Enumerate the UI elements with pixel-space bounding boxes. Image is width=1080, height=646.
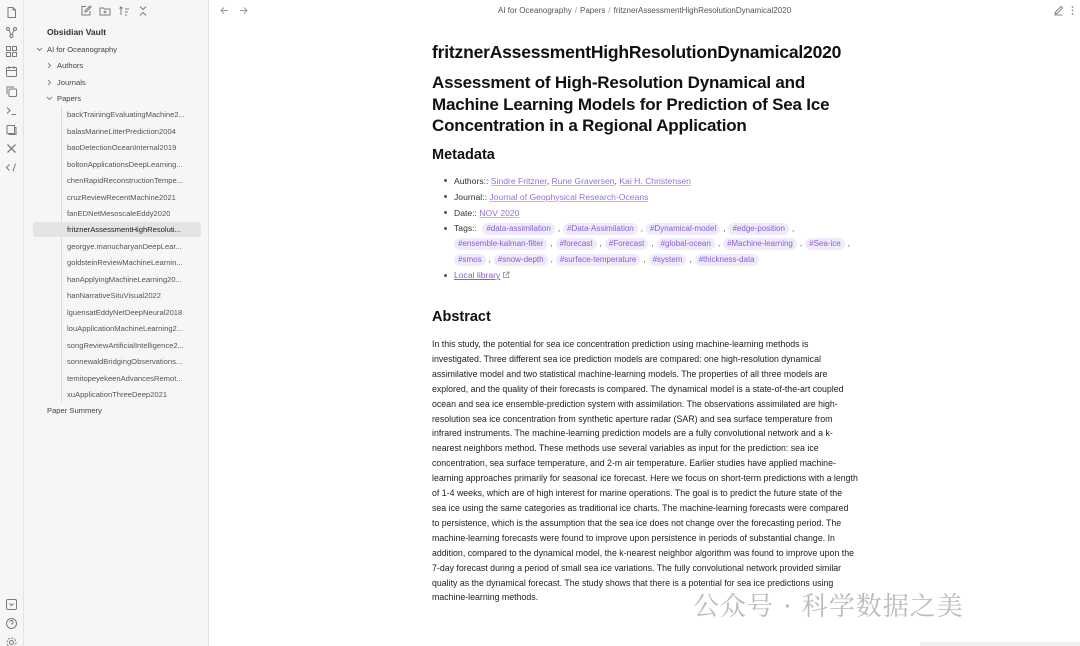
breadcrumb-subfolder[interactable]: Papers: [580, 6, 606, 15]
note-content: [432, 40, 862, 605]
copy-icon[interactable]: [5, 85, 18, 98]
explorer-toolbar: [80, 5, 149, 17]
folder-journals[interactable]: [45, 75, 86, 89]
tag[interactable]: #thickness-data: [695, 254, 759, 266]
tags-label: Tags::: [454, 222, 477, 233]
file-item[interactable]: cruzReviewRecentMachine2021: [67, 193, 176, 202]
tag-separator: ,: [651, 239, 654, 248]
chevron-right-icon: [45, 61, 54, 70]
folder-label: AI for Oceanography: [47, 44, 118, 54]
authors-label: Authors::: [454, 175, 489, 186]
breadcrumb-folder[interactable]: AI for Oceanography: [497, 6, 572, 15]
file-explorer: [24, 0, 209, 646]
file-item[interactable]: hanApplyingMachineLearning20...: [67, 275, 182, 284]
file-item[interactable]: fanEDNetMesoscaleEddy2020: [67, 209, 171, 218]
date-link[interactable]: NOV 2020: [479, 207, 520, 218]
tag[interactable]: #ensemble-kalman-filter: [454, 238, 547, 250]
ribbon: [0, 0, 24, 646]
author-link[interactable]: Rune Graversen: [551, 175, 615, 186]
folder-ai-for-oceanography[interactable]: [35, 42, 117, 56]
file-label: Paper Summery: [47, 405, 102, 415]
file-item[interactable]: georgye.manucharyanDeepLear...: [67, 242, 182, 251]
status-bar-edge: [920, 642, 1080, 646]
tag-separator: ,: [791, 223, 795, 233]
tag-separator: ,: [643, 254, 646, 264]
authors-item: Authors:: Sindre Fritzner, Rune Graversen, Kai H. Christensen: [444, 173, 862, 189]
abstract-heading: Abstract: [432, 309, 491, 325]
tag[interactable]: #Machine-learning: [723, 238, 797, 250]
chevron-down-icon: [35, 45, 44, 54]
external-link-icon: [502, 271, 510, 279]
file-item[interactable]: balasMarineLitterPrediction2004: [67, 127, 176, 136]
chevron-down-icon: [45, 94, 54, 103]
author-link[interactable]: Kai H. Christensen: [619, 175, 691, 186]
breadcrumb-file[interactable]: fritznerAssessmentHighResolutionDynamical2020: [613, 6, 792, 15]
file-item[interactable]: goldsteinReviewMachineLearnin...: [67, 258, 183, 267]
paper-title-heading: Assessment of High-Resolution Dynamical and Machine Learning Models for Prediction of Sea Ice Concentration in a Regional Application: [432, 73, 830, 135]
tag[interactable]: #data-assimilation: [482, 223, 554, 235]
terminal-icon[interactable]: [5, 104, 18, 117]
folder-label: Papers: [57, 93, 82, 103]
file-item[interactable]: backTrainingEvaluatingMachine2...: [67, 110, 185, 119]
journal-label: Journal::: [454, 191, 487, 202]
editor-pane: [209, 0, 1080, 646]
journal-link[interactable]: Journal of Geophysical Research-Oceans: [489, 191, 649, 202]
graph-icon[interactable]: [5, 26, 18, 39]
tag-separator: ,: [799, 239, 803, 248]
watermark: 公众号 · 科学数据之美: [693, 592, 964, 622]
folder-label: Journals: [57, 77, 86, 87]
chevron-right-icon: [45, 78, 54, 87]
file-item[interactable]: songReviewArtificialIntelligence2...: [67, 341, 184, 350]
tag-separator: ,: [723, 223, 726, 233]
tag[interactable]: #system: [649, 254, 687, 266]
tag-separator: ,: [640, 223, 643, 233]
canvas-icon[interactable]: [5, 45, 18, 58]
tag[interactable]: #Data-Assimilation: [563, 223, 638, 235]
tag[interactable]: #smos: [454, 254, 486, 266]
breadcrumb-separator: /: [574, 6, 578, 15]
file-item-active[interactable]: fritznerAssessmentHighResoluti...: [33, 222, 201, 237]
date-label: Date::: [454, 207, 477, 218]
tag-separator: ,: [550, 254, 553, 264]
settings-icon[interactable]: [5, 636, 18, 646]
help-icon[interactable]: [5, 598, 18, 611]
template-icon[interactable]: [5, 123, 18, 136]
tag-separator: ,: [599, 239, 602, 248]
sort-icon[interactable]: [118, 5, 130, 17]
note-title[interactable]: fritznerAssessmentHighResolutionDynamical2020: [432, 42, 842, 62]
folder-authors[interactable]: [45, 58, 83, 72]
tag-separator: ,: [847, 239, 850, 248]
tags-item: [444, 221, 862, 268]
edit-pencil-icon[interactable]: [1053, 5, 1064, 16]
code-icon[interactable]: [5, 161, 18, 174]
tag-separator: ,: [557, 223, 561, 233]
file-item[interactable]: lguensatEddyNetDeepNeural2018: [67, 308, 183, 317]
tag[interactable]: #surface-temperature: [556, 254, 640, 266]
tag[interactable]: #global-ocean: [657, 238, 715, 250]
file-item[interactable]: baoDetectionOceanInternal2019: [67, 143, 177, 152]
new-note-icon[interactable]: [80, 5, 92, 17]
tag[interactable]: #forecast: [556, 238, 597, 250]
local-library-link[interactable]: Local library: [454, 270, 501, 280]
tag-separator: ,: [488, 254, 491, 264]
file-item[interactable]: boltonApplicationsDeepLearning...: [67, 160, 183, 169]
file-item[interactable]: xuApplicationThreeDeep2021: [67, 390, 168, 399]
abstract-text: In this study, the potential for sea ice concentration prediction using machine-learning methods is investigated. Three different sea ice prediction models are compared: one high-resolution dynamical assimilative model and two statistical machine-learning models. The properties of all three models are explored, and the quality of their forecasts is compared. The dynamical model is a state-of-the-art coupled ocean and sea ice ensemble-prediction system with assimilation. The observations assimilated are high-resolution sea ice concentration from synthetic aperture radar (SAR) and sea surface temperature from infrared instruments. The machine-learning prediction models are a fully convolutional network and a k-nearest neighbors method. These methods use several variables as input for the prediction: sea ice concentration, sea surface temperature, and 2-m air temperature. Earlier studies have applied machine-learning approaches primarily for seasonal ice forecast. Here we focus on short-term predictions with a length of 1-4 weeks, which are of high interest for marine operations. The goal is to predict the future state of the sea ice using the same categories as traditional ice charts. The machine-learning forecasts were compared to persistence, which is the assumption that the sea ice does not change over the forecasting period. The machine-learning forecasts were found to improve upon persistence in periods of substantial change. In addition, compared to the dynamical model, the k-nearest neighbor algorithm was found to improve upon the 7-day forecast during a period of small sea ice variations. The fully convolutional network provided similar quality as the dynamical forecast. The study shows that there is a potential for sea ice predictions using machine-learning methods.: [432, 339, 858, 603]
question-icon[interactable]: [5, 617, 18, 630]
folder-papers[interactable]: [45, 91, 81, 105]
collapse-all-icon[interactable]: [137, 5, 149, 17]
tools-icon[interactable]: [5, 142, 18, 155]
file-item[interactable]: chenRapidReconstructionTempe...: [67, 176, 184, 185]
tag-separator: ,: [689, 254, 692, 264]
file-item[interactable]: temitopeyekeenAdvancesRemot...: [67, 374, 183, 383]
vault-name[interactable]: Obsidian Vault: [47, 27, 107, 37]
new-folder-icon[interactable]: [99, 5, 111, 17]
breadcrumb: [209, 6, 1080, 15]
tag[interactable]: #edge-position: [728, 223, 788, 235]
calendar-icon[interactable]: [5, 65, 18, 78]
metadata-list: [432, 173, 862, 284]
journal-item: [444, 189, 862, 205]
file-paper-summery[interactable]: [47, 403, 102, 417]
tag[interactable]: #Forecast: [605, 238, 649, 250]
more-options-icon[interactable]: [1067, 5, 1078, 16]
date-item: [444, 205, 862, 221]
tag-separator: ,: [550, 239, 553, 248]
metadata-heading: Metadata: [432, 146, 495, 163]
files-icon[interactable]: [5, 6, 18, 19]
local-library-item: [444, 267, 862, 283]
tag[interactable]: #Sea-ice: [805, 238, 845, 250]
breadcrumb-separator: /: [608, 6, 611, 15]
file-item[interactable]: sonnewaldBridgingObservations...: [67, 357, 183, 366]
folder-label: Authors: [57, 60, 84, 70]
tag[interactable]: #snow-depth: [494, 254, 548, 266]
author-link[interactable]: Sindre Fritzner: [490, 175, 547, 186]
file-item[interactable]: hanNarrativeSituVisual2022: [67, 291, 161, 300]
file-item[interactable]: louApplicationMachineLearning2...: [67, 324, 184, 333]
tag[interactable]: #Dynamical-model: [646, 223, 720, 235]
tag-separator: ,: [717, 239, 721, 248]
